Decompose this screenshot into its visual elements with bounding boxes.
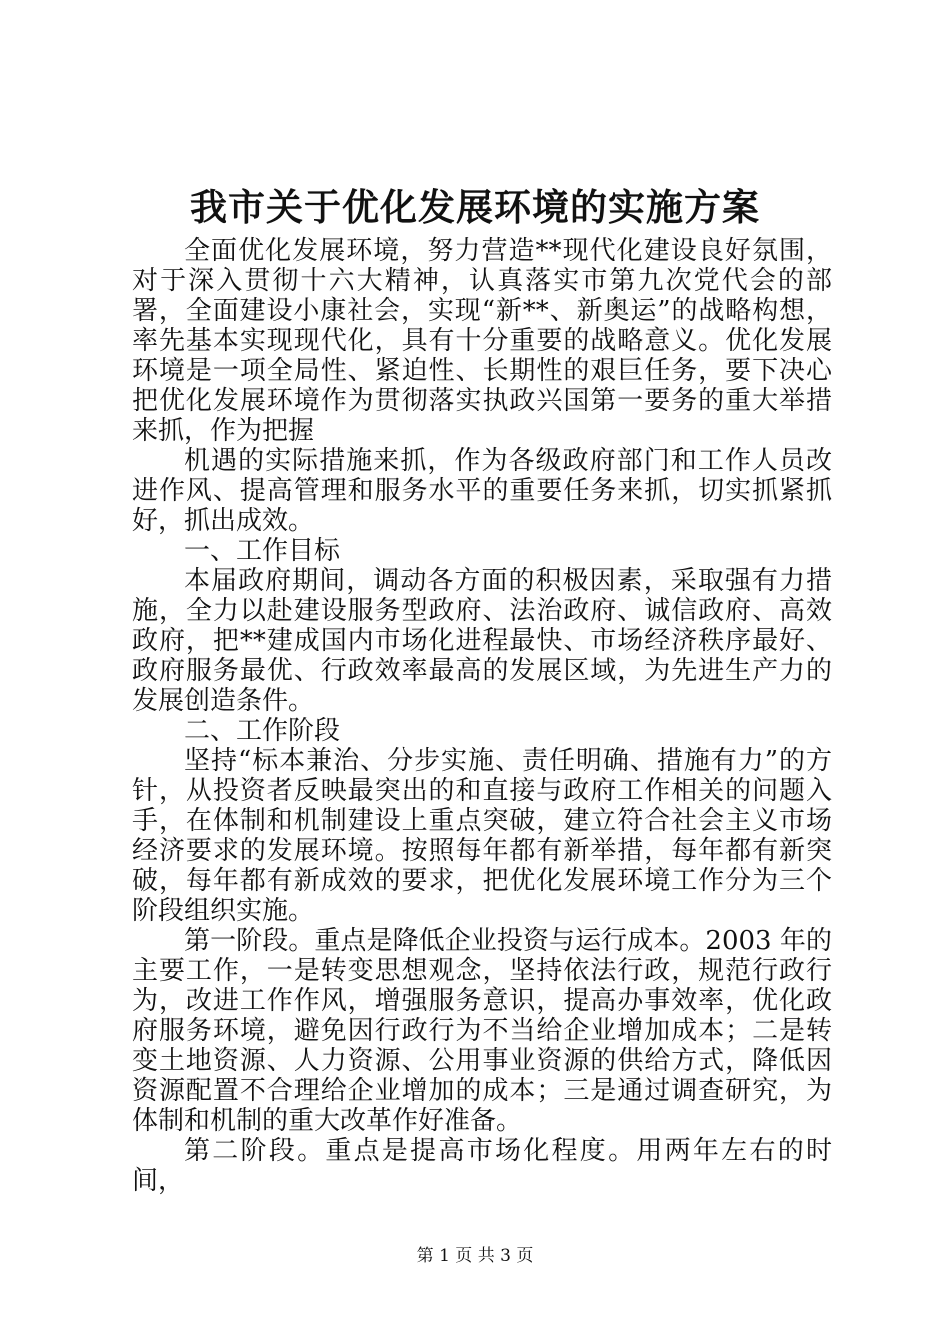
paragraph-goals: 本届政府期间，调动各方面的积极因素，采取强有力措施，全力以赴建设服务型政府、法治政府、诚信政府、高效政府，把**建成国内市场化进程最快、市场经济秩序最好、政府服务最优、行政效率最高的发展区域，为先进生产力的发展创造条件。	[132, 566, 832, 716]
paragraph-stages: 坚持“标本兼治、分步实施、责任明确、措施有力”的方针，从投资者反映最突出的和直接与政府工作相关的问题入手，在体制和机制建设上重点突破，建立符合社会主义市场经济要求的发展环境。按照每年都有新举措，每年都有新突破，每年都有新成效的要求，把优化发展环境工作分为三个阶段组织实施。	[132, 746, 832, 926]
paragraph-stage-one: 第一阶段。重点是降低企业投资与运行成本。2003 年的主要工作，一是转变思想观念，坚持依法行政，规范行政行为，改进工作作风，增强服务意识，提高办事效率，优化政府服务环境，避免因行政行为不当给企业增加成本；二是转变土地资源、人力资源、公用事业资源的供给方式，降低因资源配置不合理给企业增加的成本；三是通过调查研究，为体制和机制的重大改革作好准备。	[132, 926, 832, 1136]
section-heading-stages: 二、工作阶段	[184, 716, 341, 746]
section-heading-goals: 一、工作目标	[184, 536, 341, 566]
page-number-footer: 第 1 页 共 3 页	[416, 1246, 534, 1266]
document-body	[132, 236, 832, 1196]
paragraph-intro: 全面优化发展环境，努力营造**现代化建设良好氛围，对于深入贯彻十六大精神，认真落实市第九次党代会的部署，全面建设小康社会，实现“新**、新奥运”的战略构想，率先基本实现现代化，具有十分重要的战略意义。优化发展环境是一项全局性、紧迫性、长期性的艰巨任务，要下决心把优化发展环境作为贯彻落实执政兴国第一要务的重大举措来抓，作为把握	[132, 236, 832, 446]
document-title: 我市关于优化发展环境的实施方案	[190, 185, 760, 229]
paragraph-intro-continued: 机遇的实际措施来抓，作为各级政府部门和工作人员改进作风、提高管理和服务水平的重要任务来抓，切实抓紧抓好，抓出成效。	[132, 446, 832, 536]
paragraph-stage-two: 第二阶段。重点是提高市场化程度。用两年左右的时间，	[132, 1136, 832, 1196]
